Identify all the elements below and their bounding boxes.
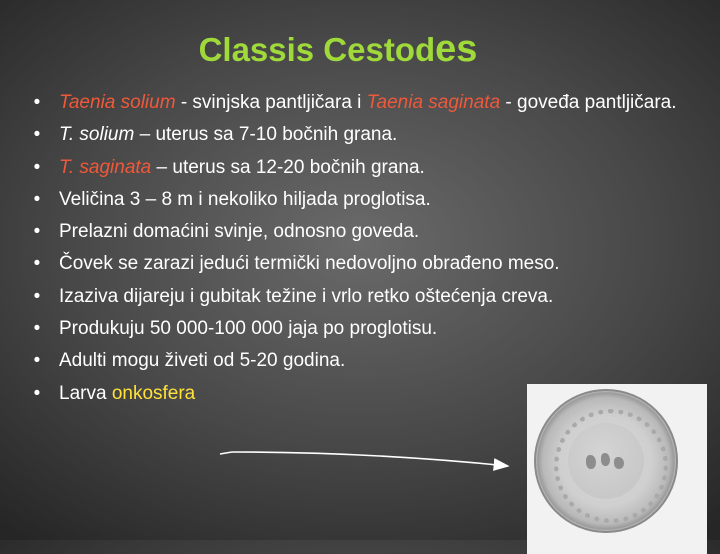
bullet-text: Izaziva dijareju i gubitak težine i vrlo retko oštećenja creva. bbox=[59, 285, 554, 307]
egg-shell bbox=[534, 389, 678, 533]
bullet-dot: • bbox=[33, 285, 41, 307]
title-main: Classis Cestod bbox=[198, 31, 436, 68]
bullet-text-species: Taenia solium bbox=[59, 92, 176, 113]
bullet-dot: • bbox=[33, 253, 41, 275]
bullet-dot: • bbox=[33, 221, 41, 243]
bullet-text: Produkuju 50 000-100 000 jaja po proglotisu. bbox=[59, 318, 438, 340]
bullet-dot: • bbox=[33, 382, 41, 404]
bullet-text-species: T. saginata bbox=[59, 156, 152, 178]
bullet-text: Adulti mogu živeti od 5-20 godina. bbox=[59, 350, 346, 372]
bullet-text-species: Taenia saginata bbox=[366, 92, 501, 113]
bullet-dot: • bbox=[33, 124, 41, 146]
bullet-text: - goveđa pantljičara. bbox=[500, 92, 677, 113]
bullet-text: – uterus sa 7-10 bočnih grana. bbox=[134, 124, 398, 146]
bullet-dot: • bbox=[33, 318, 41, 340]
title-tail: es bbox=[435, 28, 478, 70]
bullet-text: - svinjska pantljičara i bbox=[175, 92, 367, 113]
bullet-text: – uterus sa 12-20 bočnih grana. bbox=[151, 156, 425, 178]
bullet-text: Čovek se zarazi jedući termički nedovoljno obrađeno meso. bbox=[59, 253, 560, 275]
oncosphere-image bbox=[527, 384, 707, 554]
bullet-text-highlight: onkosfera bbox=[111, 382, 196, 404]
bullet-text-species: T. solium bbox=[59, 124, 135, 146]
egg-embryo bbox=[568, 423, 644, 499]
bullet-text: Larva bbox=[59, 382, 112, 404]
bullet-dot: • bbox=[33, 350, 41, 372]
bullet-dot: • bbox=[33, 188, 41, 210]
bullet-text: Prelazni domaćini svinje, odnosno goveda. bbox=[59, 221, 420, 243]
bullet-dot: • bbox=[33, 156, 41, 178]
bullet-dot: • bbox=[33, 92, 41, 113]
bullet-text: Veličina 3 – 8 m i nekoliko hiljada proglotisa. bbox=[59, 188, 431, 210]
